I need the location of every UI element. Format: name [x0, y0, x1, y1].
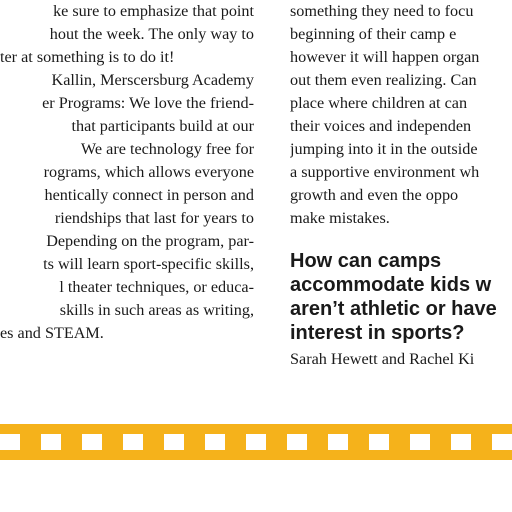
heading-line: interest in sports?	[290, 322, 465, 344]
body-text-line: place where children at can	[290, 94, 468, 112]
heading-line: aren’t athletic or have	[290, 298, 497, 320]
body-text-line: that participants build at our	[71, 117, 254, 135]
body-text-line: a supportive environment wh	[290, 163, 480, 181]
film-hole	[492, 434, 512, 450]
heading-line: How can camps	[290, 250, 442, 272]
film-hole	[246, 434, 266, 450]
film-hole	[451, 434, 471, 450]
film-hole	[205, 434, 225, 450]
body-text-line: skills in such areas as writing,	[59, 301, 254, 319]
film-hole	[82, 434, 102, 450]
body-text-line: rograms, which allows everyone	[43, 163, 254, 181]
body-text-line: Depending on the program, par-	[46, 232, 254, 250]
body-text-line: hout the week. The only way to	[49, 25, 254, 43]
film-hole	[123, 434, 143, 450]
film-hole	[410, 434, 430, 450]
body-text-line: out them even realizing. Can	[290, 71, 477, 89]
body-text-line: We are technology free for	[80, 140, 254, 158]
film-hole	[0, 434, 20, 450]
film-strip-decoration	[0, 424, 512, 460]
left-text-column	[0, 0, 254, 345]
body-text-line: something they need to focu	[290, 2, 474, 20]
film-hole	[164, 434, 184, 450]
body-text-line: their voices and independen	[290, 117, 472, 135]
body-text-line: ter at something is to do it!	[0, 48, 175, 66]
body-text-line: riendships that last for years to	[54, 209, 254, 227]
body-text-line: l theater techniques, or educa-	[59, 278, 254, 296]
body-text-line: hentically connect in person and	[44, 186, 254, 204]
byline: Sarah Hewett and Rachel Ki	[290, 350, 475, 368]
film-strip-holes	[0, 434, 512, 450]
body-text-line: growth and even the oppo	[290, 186, 459, 204]
film-hole	[287, 434, 307, 450]
film-hole	[328, 434, 348, 450]
film-hole	[41, 434, 61, 450]
body-text-line: ts will learn sport-specific skills,	[43, 255, 254, 273]
body-text-line: make mistakes.	[290, 209, 390, 227]
body-text-line: es and STEAM.	[0, 324, 104, 342]
body-text-line: however it will happen organ	[290, 48, 480, 66]
right-text-column	[290, 0, 512, 230]
body-text-line: Kallin, Merscersburg Academy	[51, 71, 254, 89]
film-hole	[369, 434, 389, 450]
body-text-line: jumping into it in the outside	[290, 140, 478, 158]
body-text-line: beginning of their camp e	[290, 25, 457, 43]
section-heading	[290, 249, 512, 345]
heading-line: accommodate kids w	[290, 274, 492, 296]
body-text-line: ke sure to emphasize that point	[53, 2, 254, 20]
body-text-line: er Programs: We love the friend-	[42, 94, 254, 112]
